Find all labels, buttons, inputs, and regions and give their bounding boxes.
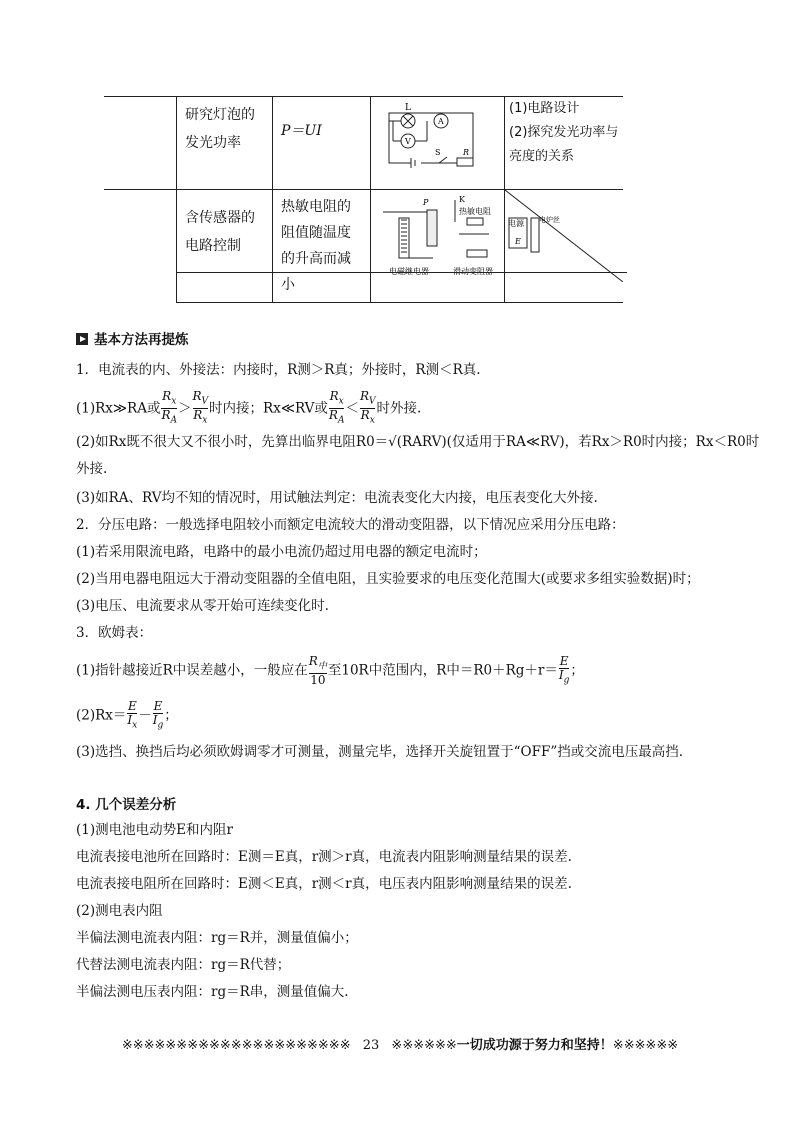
principle-text: 热敏电阻的阻值随温度的升高而减小 [281, 199, 351, 293]
table-bottom-rule [176, 272, 627, 273]
experiment-name-cell [177, 97, 273, 190]
text-segment: ； [570, 662, 584, 679]
contact-label: K [459, 195, 465, 204]
text-line: (2)测电表内阻 [76, 903, 163, 919]
circuit-diagram-cell [371, 190, 505, 303]
experiment-name-cell [177, 190, 273, 303]
thermistor-label: 热敏电阻 [459, 207, 491, 216]
footer-stars: ※※※※※※※※※※※※※※※※※※※※※ [121, 1038, 351, 1053]
play-triangle-icon [76, 333, 88, 345]
text-line: (3)电压、电流要求从零开始可连续变化时. [76, 598, 329, 614]
text-line: 电流表接电阻所在回路时：E测＜E真，r测＜r真，电压表内阻影响测量结果的误差. [76, 876, 572, 892]
footer-stars: ※※※※※※ [391, 1038, 457, 1053]
page-number: 23 [362, 1038, 380, 1053]
lamp-power-circuit-diagram [371, 97, 504, 179]
fraction: $\frac{E}{I_g}$ [152, 699, 164, 731]
text-line: 电流表接电池所在回路时：E测＝E真，r测＞r真，电流表内阻影响测量结果的误差. [76, 849, 572, 865]
experiment-name: 研究灯泡的发光功率 [185, 107, 255, 151]
source-label: 电源 [508, 219, 524, 228]
text-line [76, 655, 584, 687]
note-line: (2)探究发光功率与亮度的关系 [509, 125, 619, 164]
text-line: (1)Rx≫RA或 $\frac{R_x}{R_A}$ ＞ $\frac{R_V}{R_x}$ 时内接；Rx≪RV或 $\frac{R_x}{R_A}$ ＜ $\frac{R_V}{R_x}$ 时外接. [76, 389, 422, 426]
relay-label [389, 266, 429, 276]
rheostat-label [453, 266, 493, 276]
empty-cell [104, 97, 177, 190]
page-footer [0, 1034, 800, 1053]
furnace-diagram-cell [505, 190, 624, 303]
text-segment: (1)指针越接近R中误差越小，一般应在 [76, 662, 308, 679]
text-segment: 时内接；Rx≪RV或 [209, 400, 328, 417]
text-line: (3)如RA、RV均不知的情况时，用试触法判定：电流表变化大内接，电压表变化大外接. [76, 490, 598, 506]
ammeter-label: A [438, 117, 444, 126]
furnace-label: 电炉丝 [539, 216, 560, 224]
text-line: 半偏法测电压表内阻：rg＝R串，测量值偏大. [76, 984, 349, 1000]
notes-cell [505, 97, 624, 190]
sensor-circuit-diagram [371, 190, 504, 282]
text-line: 代替法测电流表内阻：rg＝R代替； [76, 957, 291, 973]
text-segment: (2)Rx＝ [76, 707, 127, 724]
emf-label: E [515, 237, 521, 246]
fraction: $\frac{R_V}{R_x}$ [192, 389, 209, 426]
text-line: 外接. [76, 461, 108, 477]
text-line: (1)若采用限流电路，电路中的最小电流仍超过用电器的额定电流时； [76, 544, 487, 560]
footer-motto: 一切成功源于努力和坚持！ [456, 1038, 613, 1053]
text-segment: 时外接. [376, 400, 422, 417]
text-line: 半偏法测电流表内阻：rg＝R并，测量值偏小； [76, 930, 358, 946]
text-line: 1．电流表的内、外接法：内接时，R测＞R真；外接时，R测＜R真. [76, 362, 481, 378]
principle-cell [273, 97, 371, 190]
text-line: (3)选挡、换挡后均必须欧姆调零才可测量，测量完毕，选择开关旋钮置于“OFF”挡或交流电压最高挡. [76, 744, 684, 760]
section-title: 基本方法再提炼 [94, 332, 189, 348]
rheostat-label: R [463, 148, 470, 157]
principle-cell [273, 190, 371, 303]
fraction: $\frac{E}{I_x}$ [127, 699, 138, 731]
fraction: $\frac{R_x}{R_A}$ [161, 389, 177, 426]
armature-label: P [423, 198, 429, 207]
text-line: (1)测电池电动势E和内阻r [76, 822, 233, 838]
footer-stars: ※※※※※※ [612, 1038, 679, 1053]
experiment-name: 含传感器的电路控制 [185, 210, 255, 254]
note-line: (1)电路设计 [509, 101, 580, 116]
lamp-label: L [405, 103, 411, 113]
empty-cell [104, 190, 177, 303]
section-heading: 4. 几个误差分析 [76, 797, 177, 813]
table-row [104, 97, 623, 190]
circuit-diagram-cell [371, 97, 505, 190]
text-line: (2)如Rx既不很大又不很小时，先算出临界电阻R0＝√(RARV)(仅适用于RA≪RV)，若Rx＞R0时内接；Rx＜R0时 [76, 434, 760, 450]
fraction: $\frac{R_V}{R_x}$ [359, 389, 376, 426]
text-segment: (1)Rx≫RA或 [76, 400, 161, 417]
text-segment: － [138, 707, 152, 724]
text-line: 3．欧姆表： [76, 625, 153, 641]
text-segment: ； [164, 707, 178, 724]
furnace-circuit-diagram [505, 190, 623, 282]
fraction: $\frac{R_中}{10}$ [308, 654, 327, 688]
fraction: $\frac{R_x}{R_A}$ [328, 389, 345, 426]
text-line [76, 700, 178, 732]
table-row [104, 190, 623, 303]
text-line: 2．分压电路：一般选择电阻较小而额定电流较大的滑动变阻器，以下情况应采用分压电路： [76, 517, 625, 533]
principle-text: P＝UI [281, 123, 322, 139]
text-line: (2)当用电器电阻远大于滑动变阻器的全值电阻，且实验要求的电压变化范围大(或要求多组实验数据)时； [76, 571, 700, 587]
voltmeter-label: V [405, 137, 411, 146]
section-heading [76, 328, 189, 348]
text-segment: 至10R中范围内，R中＝R0＋Rg＋r＝ [327, 662, 558, 679]
switch-label: S [435, 148, 441, 157]
fraction: $\frac{E}{I_g}$ [558, 654, 570, 686]
